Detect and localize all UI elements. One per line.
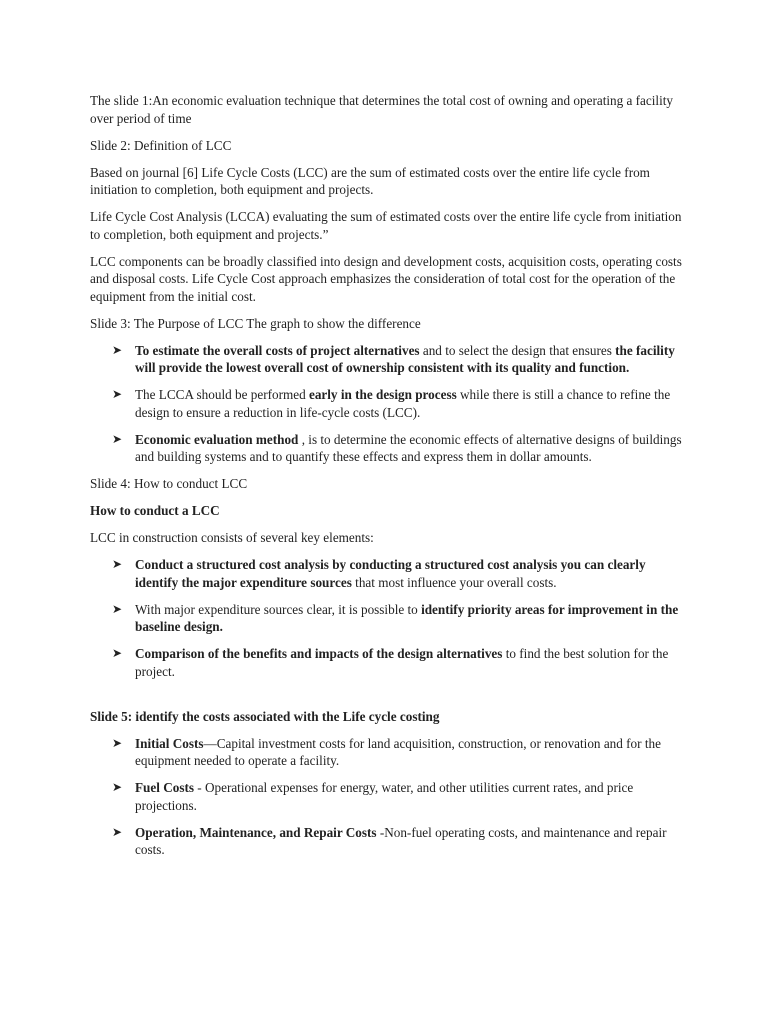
list-item (90, 556, 690, 591)
body-text: With major expenditure sources clear, it is possible to (135, 601, 422, 617)
key-elements-intro: LCC in construction consists of several key elements: (90, 530, 374, 545)
list-item (90, 735, 690, 770)
cost-bullet-list (90, 735, 690, 859)
purpose-bullet-list (90, 342, 690, 466)
arrow-bullet-icon: ➤ (112, 601, 123, 616)
list-item (90, 431, 690, 466)
arrow-bullet-icon: ➤ (112, 342, 123, 357)
list-item (90, 645, 690, 680)
spacer (90, 690, 690, 708)
bold-text: Economic evaluation method (135, 431, 299, 447)
bold-text: Initial Costs (135, 735, 204, 751)
arrow-bullet-icon: ➤ (112, 824, 123, 839)
arrow-bullet-icon: ➤ (112, 780, 123, 794)
bold-text: To estimate the overall costs of project alternatives (135, 342, 420, 358)
body-text: , is to determine the economic effects of alternative designs of buildings and building systems and to quantify these effects and express them in dollar amounts. (135, 431, 682, 464)
body-text: while there is still a chance to refine the design to ensure a reduction in life-cycle costs (LCC). (135, 387, 671, 420)
bold-text: identify priority areas for improvement in the baseline design. (135, 601, 679, 634)
body-text: The LCCA should be performed (135, 387, 309, 402)
document-page (90, 92, 690, 868)
arrow-bullet-icon: ➤ (112, 557, 123, 571)
body-text: -Non-fuel operating costs, and maintenance and repair costs. (135, 824, 667, 857)
list-item (90, 824, 690, 859)
arrow-bullet-icon: ➤ (112, 431, 123, 446)
arrow-bullet-icon: ➤ (112, 387, 123, 401)
conduct-bullet-list (90, 556, 690, 680)
lcc-definition-paragraph: Based on journal [6] Life Cycle Costs (LCC) are the sum of estimated costs over the entire life cycle from initiation to completion, both equipment and projects. (90, 164, 650, 197)
body-text: to find the best solution for the project. (135, 646, 669, 679)
list-item (90, 601, 690, 636)
body-text: —Capital investment costs for land acquisition, construction, or renovation and for the equipment needed to operate a facility. (135, 735, 661, 768)
slide-2-heading: Slide 2: Definition of LCC (90, 137, 232, 153)
arrow-bullet-icon: ➤ (112, 646, 123, 660)
body-text: - Operational expenses for energy, water, and other utilities current rates, and price projections. (135, 780, 634, 813)
body-text: that most influence your overall costs. (351, 574, 557, 590)
list-item (90, 386, 690, 421)
how-to-conduct-heading: How to conduct a LCC (90, 503, 220, 518)
slide-5-heading: Slide 5: identify the costs associated with the Life cycle costing (90, 708, 440, 724)
arrow-bullet-icon: ➤ (112, 735, 123, 750)
bold-text: Comparison of the benefits and impacts of the design alternatives (135, 646, 503, 661)
body-text: and to select the design that ensures (419, 342, 616, 358)
bold-text: the facility will provide the lowest overall cost of ownership consistent with its quality and function. (135, 342, 675, 375)
slide-4-heading: Slide 4: How to conduct LCC (90, 476, 248, 491)
slide-3-heading: Slide 3: The Purpose of LCC The graph to show the difference (90, 315, 421, 331)
list-item (90, 342, 690, 377)
bold-text: early in the design process (308, 387, 457, 402)
lcca-definition-paragraph: Life Cycle Cost Analysis (LCCA) evaluating the sum of estimated costs over the entire life cycle from initiation to completion, both equipment and projects.” (90, 209, 682, 242)
bold-text: Conduct a structured cost analysis by conducting a structured cost analysis you can clearly identify the major expenditure sources (135, 557, 646, 590)
bold-text: Operation, Maintenance, and Repair Costs (135, 824, 377, 840)
slide-1-paragraph: The slide 1:An economic evaluation technique that determines the total cost of owning and operating a facility over period of time (90, 93, 673, 126)
lcc-components-paragraph: LCC components can be broadly classified into design and development costs, acquisition costs, operating costs and disposal costs. Life Cycle Cost approach emphasizes the consideration of total cost for the operation of the equipment from the initial cost. (90, 253, 682, 304)
list-item (90, 779, 690, 814)
bold-text: Fuel Costs (135, 780, 194, 795)
